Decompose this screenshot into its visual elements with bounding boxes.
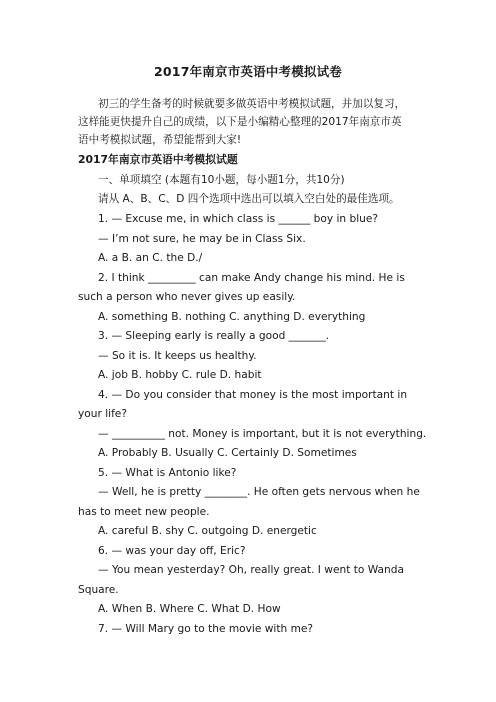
question-5-options: A. careful B. shy C. outgoing D. energetic (98, 525, 317, 537)
question-6-options: A. When B. Where C. What D. How (98, 603, 281, 615)
question-4-options: A. Probably B. Usually C. Certainly D. Sometimes (98, 447, 357, 459)
section-heading: 2017年南京市英语中考模拟试题 (78, 153, 238, 166)
question-6-reply-line-1: — You mean yesterday? Oh, really great. I went to Wanda (98, 564, 404, 576)
instruction-text: 请从 A、B、C、D 四个选项中选出可以填入空白处的最佳选项。 (98, 193, 400, 205)
question-5-reply-line-1: — Well, he is pretty ________. He often gets nervous when he (98, 486, 420, 498)
question-2-options: A. something B. nothing C. anything D. everything (98, 311, 366, 323)
question-4-reply: — __________ not. Money is important, but it is not everything. (98, 428, 427, 440)
question-1: 1. — Excuse me, in which class is ______ boy in blue? (98, 213, 379, 225)
question-6: 6. — was your day off, Eric? (98, 545, 246, 557)
question-7: 7. — Will Mary go to the movie with me? (98, 623, 314, 635)
question-3: 3. — Sleeping early is really a good _______. (98, 330, 330, 342)
question-5: 5. — What is Antonio like? (98, 467, 237, 479)
document-title: 2017年南京市英语中考模拟试卷 (154, 64, 342, 79)
question-3-options: A. job B. hobby C. rule D. habit (98, 369, 262, 381)
question-1-options: A. a B. an C. the D./ (98, 252, 203, 264)
question-1-reply: — I’m not sure, he may be in Class Six. (98, 233, 306, 245)
question-2-line-2: such a person who never gives up easily. (78, 291, 296, 303)
question-4-line-1: 4. — Do you consider that money is the most important in (98, 389, 408, 401)
question-2-line-1: 2. I think _________ can make Andy change his mind. He is (98, 272, 405, 284)
question-4-line-2: your life? (78, 408, 127, 420)
part-title: 一、单项填空 (本题有10小题，每小题1分，共10分) (98, 174, 345, 186)
question-3-reply: — So it is. It keeps us healthy. (98, 350, 257, 362)
intro-line-1: 初三的学生备考的时候就要多做英语中考模拟试题，并加以复习， (98, 98, 406, 110)
question-5-reply-line-2: has to meet new people. (78, 506, 210, 518)
intro-line-2: 这样能更快提升自己的成绩，以下是小编精心整理的2017年南京市英 (78, 116, 402, 128)
question-6-reply-line-2: Square. (78, 584, 119, 596)
intro-line-3: 语中考模拟试题，希望能帮到大家! (78, 134, 242, 146)
